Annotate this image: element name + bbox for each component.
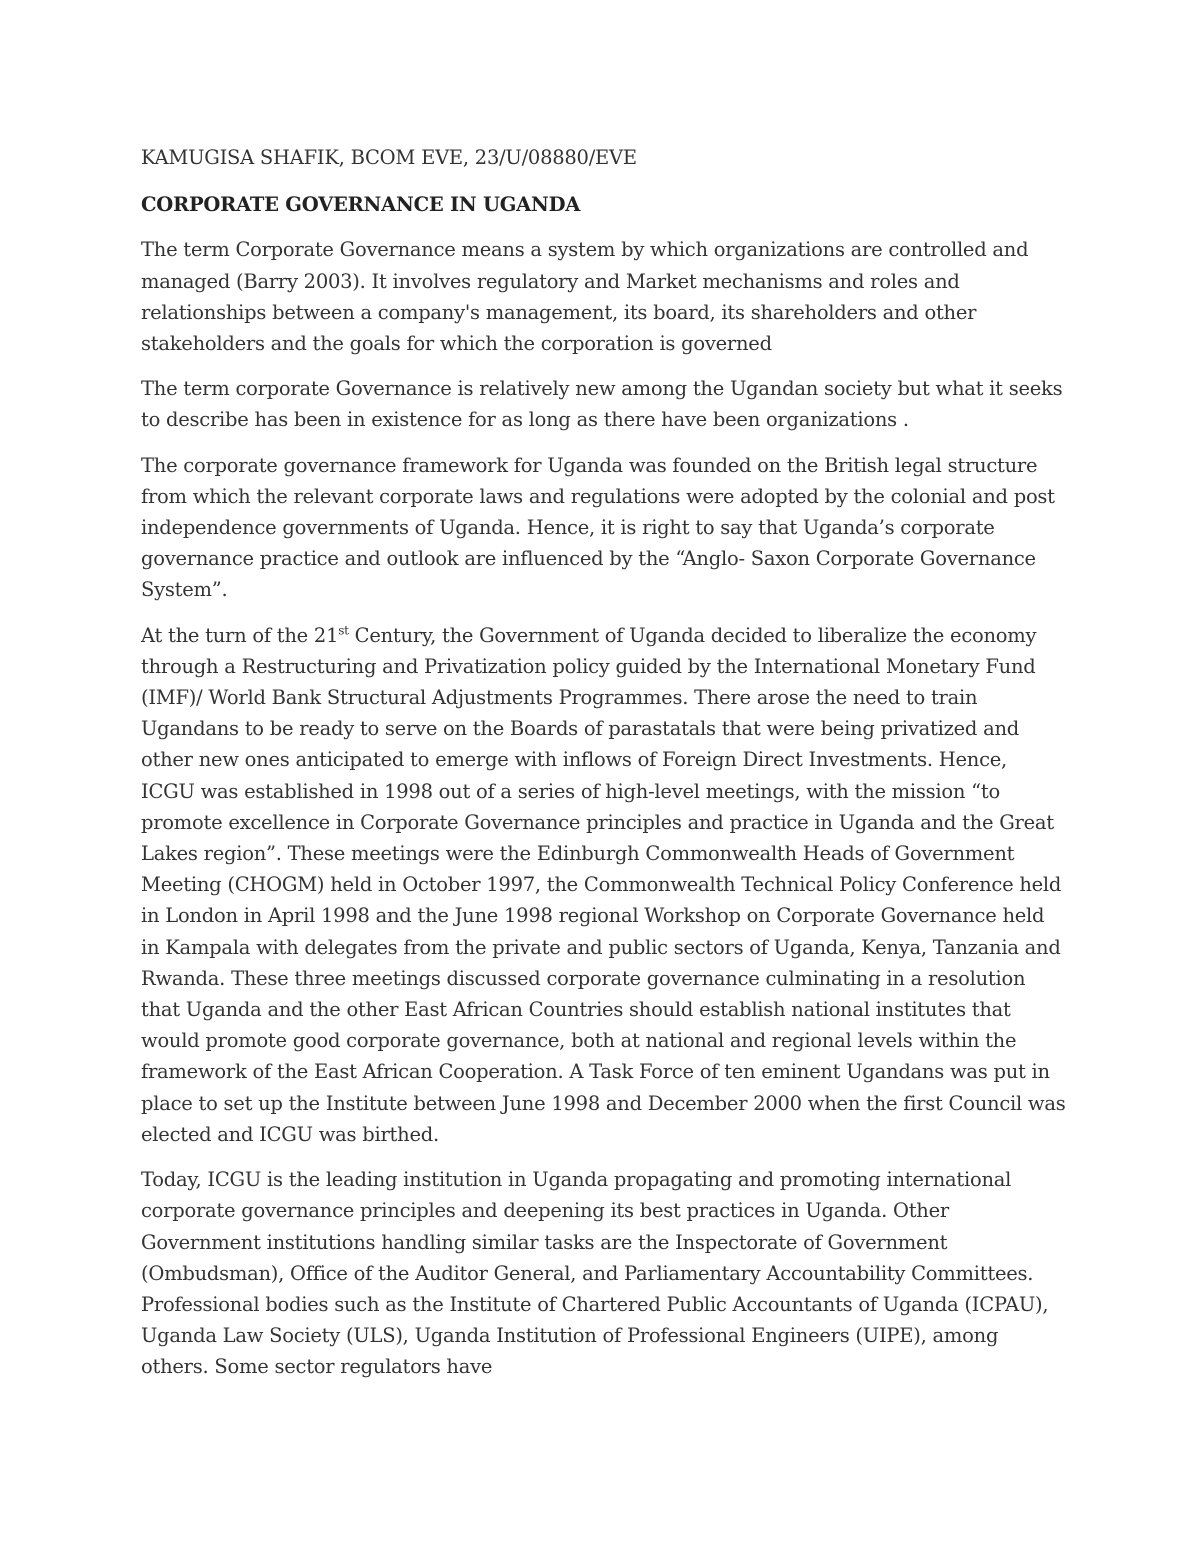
document-body (141, 142, 1066, 1397)
superscript-ordinal: st (338, 623, 349, 638)
paragraph-history: The term corporate Governance is relatively new among the Ugandan society but what it seeks to describe has been in existence for as long as there have been organizations . (141, 377, 1063, 432)
author-line: KAMUGISA SHAFIK, BCOM EVE, 23/U/08880/EVE (141, 146, 637, 169)
document-title: CORPORATE GOVERNANCE IN UGANDA (141, 193, 581, 217)
paragraph-icgu-today: Today, ICGU is the leading institution in Uganda propagating and promoting international corporate governance principles and deepening its best practices in Uganda. Other Government institutions handling similar tasks are the Inspectorate of Government (Ombudsman), Office of the Auditor General, and Parliamentary Accountability Committees. Professional bodies such as the Institute of Chartered Public Accountants of Uganda (ICPAU), Uganda Law Society (ULS), Uganda Institution of Professional Engineers (UIPE), among others. Some sector regulators have (141, 1168, 1049, 1379)
paragraph-icgu-origin (141, 620, 1066, 1150)
paragraph-icgu-origin-start: At the turn of the 21 (141, 623, 339, 647)
paragraph-definition: The term Corporate Governance means a system by which organizations are controlled and managed (Barry 2003). It involves regulatory and Market mechanisms and roles and relationships between a company's management, its board, its shareholders and other stakeholders and the goals for which the corporation is governed (141, 238, 1029, 356)
paragraph-framework: The corporate governance framework for Uganda was founded on the British legal structure from which the relevant corporate laws and regulations were adopted by the colonial and post independence governments of Uganda. Hence, it is right to say that Uganda’s corporate governance practice and outlook are influenced by the “Anglo- Saxon Corporate Governance System”. (141, 453, 1055, 602)
paragraph-icgu-origin-rest: Century, the Government of Uganda decided to liberalize the economy through a Restructuring and Privatization policy guided by the International Monetary Fund (IMF)/ World Bank Structural Adjustments Programmes. There arose the need to train Ugandans to be ready to serve on the Boards of parastatals that were being privatized and other new ones anticipated to emerge with inflows of Foreign Direct Investments. Hence, ICGU was established in 1998 out of a series of high-level meetings, with the mission “to promote excellence in Corporate Governance principles and practice in Uganda and the Great Lakes region”. These meetings were the Edinburgh Commonwealth Heads of Government Meeting (CHOGM) held in October 1997, the Commonwealth Technical Policy Conference held in London in April 1998 and the June 1998 regional Workshop on Corporate Governance held in Kampala with delegates from the private and public sectors of Uganda, Kenya, Tanzania and Rwanda. These three meetings discussed corporate governance culminating in a resolution that Uganda and the other East African Countries should establish national institutes that would promote good corporate governance, both at national and regional levels within the framework of the East African Cooperation. A Task Force of ten eminent Ugandans was put in place to set up the Institute between June 1998 and December 2000 when the first Council was elected and ICGU was birthed. (141, 623, 1066, 1146)
